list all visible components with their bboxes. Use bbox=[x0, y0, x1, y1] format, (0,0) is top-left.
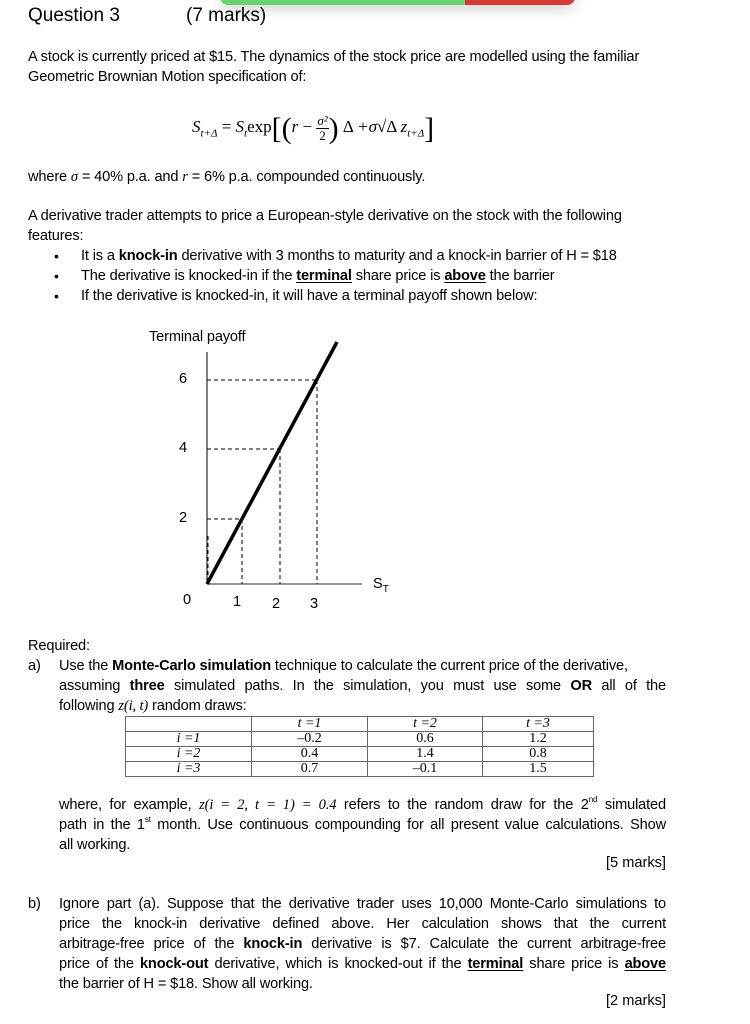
gbm-formula: $S_{t+\Delta} = S_t\exp[(r$ − $\frac{\text{σ²}}{2}$ ) Δ +σ√Δ $z_{t+\Delta}$] bbox=[192, 112, 435, 145]
params-line: where σ = 40% p.a. and r = 6% p.a. compounded continuously. bbox=[28, 169, 426, 185]
table-header-cell: t =3 bbox=[483, 717, 594, 732]
part-b-line-1: Ignore part (a). Suppose that the derivative trader uses 10,000 Monte-Carlo simulations to bbox=[59, 896, 666, 912]
table-row bbox=[126, 747, 594, 762]
table-cell: –0.1 bbox=[368, 762, 483, 777]
table-cell: 1.4 bbox=[368, 747, 483, 762]
x-tick-0: 0 bbox=[183, 592, 192, 608]
required-heading: Required: bbox=[28, 638, 90, 654]
random-draws-table bbox=[125, 716, 594, 777]
table-header-row bbox=[126, 717, 594, 732]
feature-item-2: • The derivative is knocked-in if the terminal share price is above the barrier bbox=[52, 266, 617, 286]
question-title: Question 3 bbox=[28, 5, 120, 26]
part-b-line-5: the barrier of H = $18. Show all working. bbox=[59, 976, 313, 992]
part-a-after-table bbox=[59, 795, 666, 855]
feature-list bbox=[52, 246, 617, 306]
part-a-after-line-3: all working. bbox=[59, 837, 131, 853]
table-header-cell: t =2 bbox=[368, 717, 483, 732]
x-tick-1: 1 bbox=[233, 594, 242, 610]
payoff-chart-svg bbox=[130, 320, 410, 620]
part-a-line-3: following z(i, t) random draws: bbox=[59, 698, 247, 714]
intro-line-1: A stock is currently priced at $15. The dynamics of the stock price are modelled using the familiar bbox=[28, 49, 640, 65]
part-a-marks: [5 marks] bbox=[605, 855, 666, 871]
progress-bar bbox=[220, 0, 575, 5]
table-row-label: i =3 bbox=[126, 762, 252, 777]
table-row bbox=[126, 762, 594, 777]
progress-bar-red bbox=[465, 0, 575, 5]
table-header-cell: t =1 bbox=[252, 717, 368, 732]
table-row-label: i =1 bbox=[126, 732, 252, 747]
table-cell: 1.2 bbox=[483, 732, 594, 747]
part-a-line-1: Use the Monte-Carlo simulation technique to calculate the current price of the derivative, bbox=[59, 658, 628, 674]
table-cell: 0.8 bbox=[483, 747, 594, 762]
table-cell: 0.7 bbox=[252, 762, 368, 777]
derivative-line-2: features: bbox=[28, 228, 84, 244]
part-a-after-line-1: where, for example, z(i = 2, t = 1) = 0.4 refers to the random draw for the 2nd simulated bbox=[59, 795, 666, 813]
part-b-line-3: arbitrage-free price of the knock-in derivative is $7. Calculate the current arbitrage-free bbox=[59, 936, 666, 952]
table-cell: 0.6 bbox=[368, 732, 483, 747]
part-a-line-2: assuming three simulated paths. In the simulation, you must use some OR all of the bbox=[59, 678, 666, 694]
payoff-chart bbox=[130, 320, 410, 620]
feature-item-1: • It is a knock-in derivative with 3 months to maturity and a knock-in barrier of H = $18 bbox=[52, 246, 617, 266]
question-marks: (7 marks) bbox=[186, 5, 267, 26]
part-b-line-4: price of the knock-out derivative, which is knocked-out if the terminal share price is above bbox=[59, 956, 666, 972]
feature-item-3: • If the derivative is knocked-in, it will have a terminal payoff shown below: bbox=[52, 286, 617, 306]
y-tick-2: 2 bbox=[179, 510, 188, 526]
part-a-text bbox=[59, 656, 666, 716]
payoff-line bbox=[207, 342, 337, 584]
table-row bbox=[126, 732, 594, 747]
y-axis-label: Terminal payoff bbox=[149, 329, 246, 345]
table-row-label: i =2 bbox=[126, 747, 252, 762]
x-tick-3: 3 bbox=[310, 596, 319, 612]
x-axis-label: $S_T$ bbox=[373, 576, 389, 595]
table-header-cell bbox=[126, 717, 252, 732]
intro-line-2: Geometric Brownian Motion specification of: bbox=[28, 69, 307, 85]
derivative-line-1: A derivative trader attempts to price a European-style derivative on the stock with the following bbox=[28, 208, 622, 224]
part-b-label: b) bbox=[28, 896, 41, 912]
part-b-text bbox=[59, 894, 666, 994]
part-a-label: a) bbox=[28, 658, 41, 674]
table-cell: –0.2 bbox=[252, 732, 368, 747]
table-cell: 0.4 bbox=[252, 747, 368, 762]
part-b-line-2: price the knock-in derivative defined above. Her calculation shows that the current bbox=[59, 916, 666, 932]
part-b-marks: [2 marks] bbox=[605, 993, 666, 1009]
x-tick-2: 2 bbox=[272, 596, 281, 612]
part-a-after-line-2: path in the 1st month. Use continuous compounding for all present value calculations. Show bbox=[59, 815, 666, 833]
y-tick-4: 4 bbox=[179, 440, 188, 456]
y-tick-6: 6 bbox=[179, 371, 188, 387]
table-cell: 1.5 bbox=[483, 762, 594, 777]
